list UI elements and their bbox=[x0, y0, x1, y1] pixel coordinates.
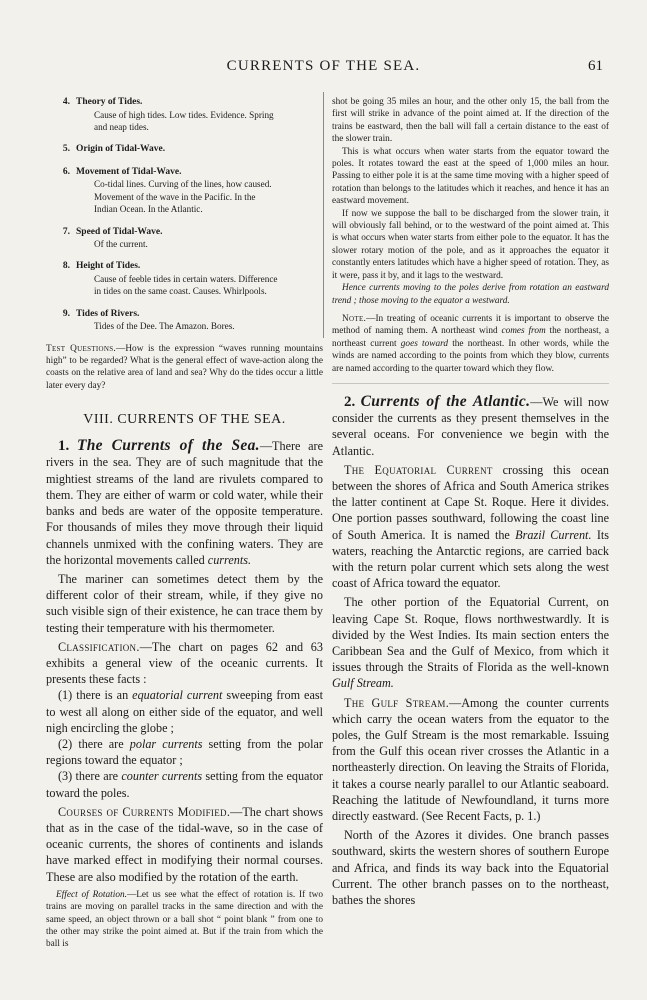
outline-line: Cause of high tides. Low tides. Evidence. Spring bbox=[94, 109, 274, 120]
rotation-note bbox=[46, 889, 323, 951]
rotation-continued bbox=[332, 96, 609, 375]
list-text: setting from the polar regions toward the equator ; bbox=[46, 736, 323, 768]
outline-line: Of the current. bbox=[94, 239, 148, 250]
paragraph-label: Classification. bbox=[58, 639, 140, 654]
left-body bbox=[46, 438, 323, 884]
paragraph bbox=[46, 804, 323, 885]
note-text: the northeast. In other words, while the winds are named according to the points from which they blow, currents are named according to the quarter toward which they flow. bbox=[332, 338, 609, 374]
outline-number: 4. bbox=[62, 97, 70, 107]
outline-number: 9. bbox=[62, 308, 70, 319]
outline-title: Height of Tides. bbox=[76, 261, 141, 272]
outline-title: Tides of Rivers. bbox=[76, 308, 140, 319]
list-text: setting from the equator toward the poles. bbox=[46, 769, 323, 800]
paragraph: This is what occurs when water starts from the equator toward the poles. It rotates toward the east at the speed of 1,000 miles an hour. Passing to either pole it is at the same time moving with a higher speed of rotation than belongs to the latitudes which it reaches, and hence it has an eastward movement. bbox=[332, 146, 609, 207]
list-text: sweeping from east to west all along on either side of the equator, and well nigh encircling the globe ; bbox=[46, 688, 323, 735]
right-column bbox=[332, 96, 609, 908]
paragraph-text: Its waters, reaching the Antarctic regions, are carried back with the return polar current which sets along the west coast of Africa toward the equator. bbox=[332, 527, 610, 591]
outline-number: 5. bbox=[62, 144, 70, 155]
outline-number: 6. bbox=[62, 166, 70, 177]
paragraph: Hence currents moving to the poles derive from rotation an eastward trend ; those moving to the equator a westward. bbox=[332, 283, 609, 306]
outline-line: Indian Ocean. In the Atlantic. bbox=[94, 204, 203, 215]
paragraph-text: The other portion of the Equatorial Current, on leaving Cape St. Roque, flows northwestwardly. It is divided by the West Indies. Its main section enters the Caribbean Sea and the Gulf of Mexico, from which it issues through the Straits of Florida as the well-known bbox=[332, 595, 609, 675]
list-text: (2) there are bbox=[58, 736, 130, 751]
paragraph bbox=[46, 438, 323, 568]
right-body bbox=[332, 394, 609, 908]
emphasis: equatorial current bbox=[132, 688, 223, 703]
test-questions-text: —How is the expression “waves running mountains high” to be regarded? What is the general effect of wave-action along the coasts on the relative area of land and sea? Why do the tides occur a little later every day? bbox=[46, 343, 324, 391]
section-title: VIII. CURRENTS OF THE SEA. bbox=[83, 412, 286, 428]
note-label: Note. bbox=[342, 313, 367, 324]
paragraph bbox=[332, 462, 609, 592]
outline-title: Movement of Tidal-Wave. bbox=[76, 166, 182, 177]
running-head bbox=[0, 58, 647, 80]
paragraph bbox=[332, 695, 609, 825]
outline-line: and neap tides. bbox=[94, 121, 149, 132]
paragraph-text: —Among the counter currents which carry the ocean waters from the equator to the poles, the Gulf Stream is the most remarkable. Issuing from the Gulf this ocean river crosses the Atlantic in a northeasterly direction. On leaving the Straits of Florida, it takes a course nearly parallel to our Atlantic seaboard. Reaching the latitude of Newfoundland, it turns more directly eastward. (See Recent Facts, p. 1.) bbox=[332, 695, 609, 824]
emphasis: comes from bbox=[501, 326, 546, 337]
outline-number: 8. bbox=[62, 261, 70, 272]
outline-line: Movement of the wave in the Pacific. In the bbox=[94, 191, 256, 202]
note-label: Effect of Rotation. bbox=[56, 889, 127, 900]
paragraph: The mariner can sometimes detect them by the different color of their stream, while, if they give no such visible sign of their existence, he can trace them by testing their temperature with his thermometer. bbox=[46, 571, 323, 635]
list-item bbox=[46, 687, 323, 736]
paragraph-text: crossing this ocean between the shores of Africa and South America strikes the latter continent at Cape St. Roque. Here it divides. One portion passes southward, following the coast line of South America. It is named the bbox=[332, 462, 609, 542]
running-title: CURRENTS OF THE SEA. bbox=[226, 58, 421, 74]
note-text: —Let us see what the effect of rotation is. If two trains are moving on parallel tracks in the same direction and with the same speed, an object thrown or a ball shot “ point blank ” from one to the other may strike the point aimed at. But if the train from which the ball is bbox=[46, 889, 323, 950]
note-text: —In treating of oceanic currents it is important to observe the method of naming them. A northeast wind bbox=[332, 313, 609, 337]
outline-line: Tides of the Dee. The Amazon. Bores. bbox=[94, 321, 235, 332]
outline-item bbox=[46, 143, 323, 156]
naming-note bbox=[332, 313, 609, 375]
test-questions bbox=[46, 343, 323, 393]
outline-item bbox=[46, 226, 323, 251]
paragraph: North of the Azores it divides. One branch passes southward, skirts the western shores of southern Europe and Africa, and finds its way back into the Equatorial Current. The other branch passes on to the northeast, bathes the shores bbox=[332, 828, 609, 908]
topic-outline bbox=[46, 96, 323, 392]
emphasis: currents. bbox=[207, 552, 251, 567]
outline-item bbox=[46, 166, 323, 216]
outline-title: Theory of Tides. bbox=[76, 97, 143, 107]
list-text: (1) there is an bbox=[58, 688, 133, 703]
outline-number: 7. bbox=[62, 226, 70, 237]
list-item bbox=[46, 736, 323, 768]
subsection-number: 2. bbox=[344, 393, 356, 410]
paragraph bbox=[46, 639, 323, 688]
paragraph-label: The Gulf Stream. bbox=[344, 695, 450, 710]
outline-line: Co-tidal lines. Curving of the lines, how caused. bbox=[94, 179, 272, 190]
list-item bbox=[46, 768, 323, 800]
emphasis: Gulf Stream. bbox=[332, 676, 394, 691]
paragraph bbox=[332, 394, 609, 459]
outline-item bbox=[46, 96, 323, 133]
subsection-heading: Currents of the Atlantic. bbox=[360, 392, 531, 410]
paragraph bbox=[332, 594, 609, 691]
column-divider bbox=[323, 92, 324, 338]
outline-item bbox=[46, 308, 323, 333]
test-questions-label: Test Questions. bbox=[46, 343, 117, 354]
note-text: the northeast, a northeast current bbox=[332, 326, 610, 349]
emphasis: polar currents bbox=[129, 736, 203, 751]
subsection-heading: The Currents of the Sea. bbox=[76, 437, 260, 455]
paragraph-text: —The chart on pages 62 and 63 exhibits a general view of the oceanic currents. It presents these facts : bbox=[46, 639, 323, 687]
paragraph-text: —There are rivers in the sea. They are of such magnitude that the mightiest streams of the land are rivulets compared to them. They are either of warm or cold water, while their banks and beds are water of the opposite temperature. For thousands of miles they move through their liquid channels unmixed with the confining waters. They are the horizontal movements called bbox=[46, 439, 324, 567]
emphasis: goes toward bbox=[400, 338, 449, 349]
list-text: (3) there are bbox=[58, 769, 122, 784]
outline-title: Speed of Tidal-Wave. bbox=[76, 226, 163, 237]
emphasis: Brazil Current. bbox=[515, 527, 592, 542]
paragraph: If now we suppose the ball to be discharged from the slower train, it will obviously fall behind, or to the westward of the point aimed at. This is what occurs when water starts from either pole to the equator. It has the slower rotary motion of the pole, and as it approaches the equator it constantly enters latitudes which have a higher speed of rotation. They, as it were, pass it by, and it lags to the westward. bbox=[332, 208, 609, 281]
paragraph-label: Courses of Currents Modified. bbox=[58, 804, 231, 819]
paragraph: shot be going 35 miles an hour, and the other only 15, the ball from the first will strike in advance of the point aimed at. If the direction of the trains be eastward, then the ball will fall a certain distance to the east of the slower train. bbox=[332, 97, 609, 145]
outline-item bbox=[46, 260, 323, 297]
outline-line: in tides on the same coast. Causes. Whirlpools. bbox=[94, 286, 267, 297]
paragraph-text: —The chart shows that as in the case of the tidal-wave, so in the case of oceanic currents, the shores of continents and islands have marked effect in modifying their normal courses. These are also modified by the rotation of the earth. bbox=[46, 804, 324, 884]
page-number: 61 bbox=[588, 58, 603, 74]
paragraph-text: —We will now consider the currents as they present themselves in the several oceans. For convenience we begin with the Atlantic. bbox=[332, 394, 609, 458]
left-column bbox=[46, 96, 323, 951]
paragraph-label: The Equatorial Current bbox=[344, 462, 493, 477]
outline-line: Cause of feeble tides in certain waters. Difference bbox=[94, 273, 278, 284]
outline-title: Origin of Tidal-Wave. bbox=[76, 144, 166, 155]
subsection-number: 1. bbox=[58, 438, 70, 455]
emphasis: counter currents bbox=[121, 769, 203, 784]
divider bbox=[332, 383, 609, 384]
